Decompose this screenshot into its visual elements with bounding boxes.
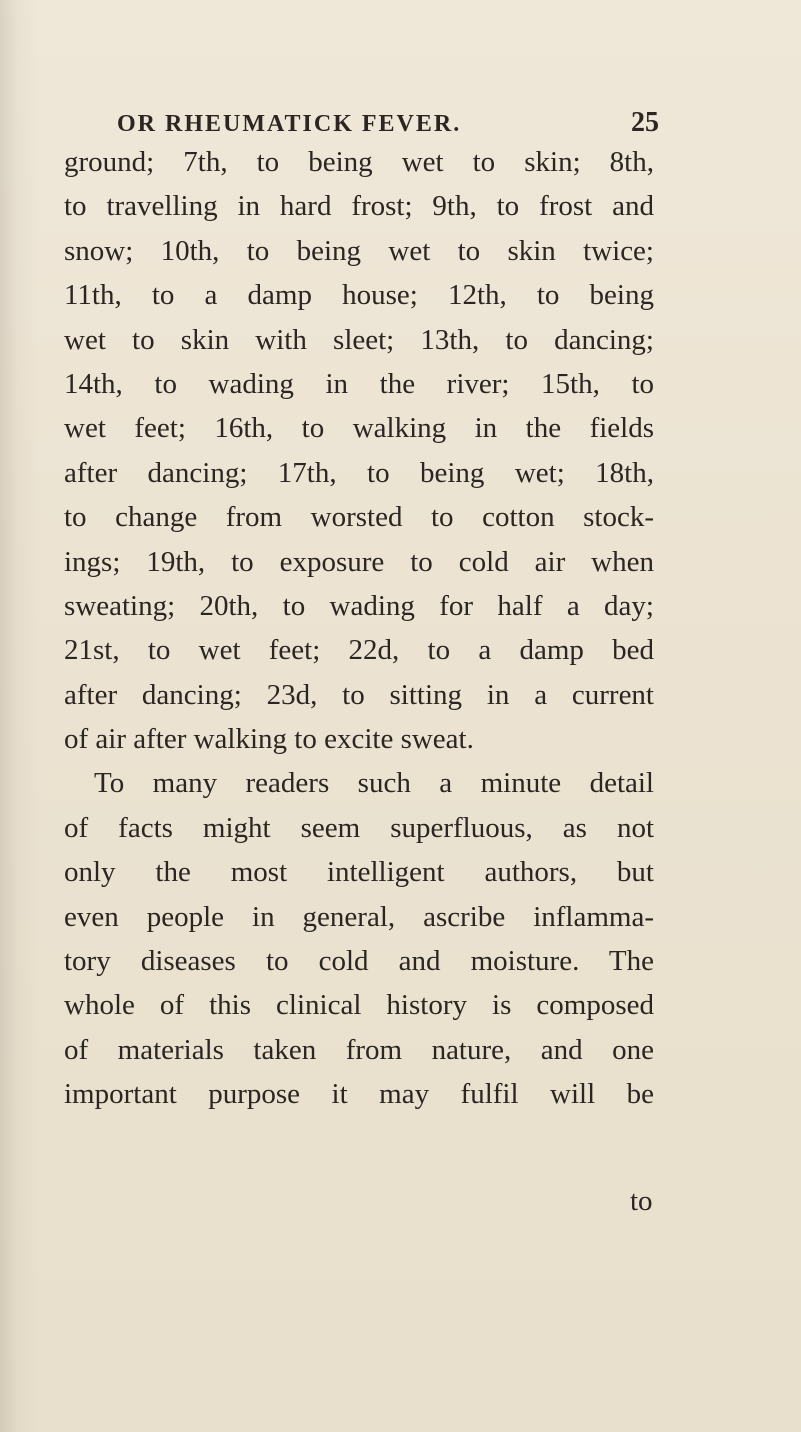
text-line: tory diseases to cold and moisture. The	[64, 945, 654, 978]
text-line: of facts might seem superfluous, as not	[64, 811, 654, 844]
running-head-title: OR RHEUMATICK FEVER.	[117, 111, 462, 137]
text-line: after dancing; 23d, to sitting in a current	[64, 678, 654, 711]
text-line: of materials taken from nature, and one	[64, 1033, 654, 1066]
text-line: 21st, to wet feet; 22d, to a damp bed	[64, 634, 654, 667]
text-line: 14th, to wading in the river; 15th, to	[64, 367, 654, 400]
text-line: whole of this clinical history is composed	[64, 989, 654, 1022]
text-line: sweating; 20th, to wading for half a day;	[64, 589, 654, 622]
body-text	[64, 140, 654, 1117]
page-number: 25	[631, 107, 659, 138]
text-line: to change from worsted to cotton stock-	[64, 501, 654, 534]
text-line: ground; 7th, to being wet to skin; 8th,	[64, 146, 654, 178]
running-head	[0, 105, 801, 145]
text-line: to travelling in hard frost; 9th, to frost and	[64, 190, 654, 223]
text-line: wet to skin with sleet; 13th, to dancing;	[64, 323, 654, 356]
text-line: 11th, to a damp house; 12th, to being	[64, 279, 654, 312]
text-line: after dancing; 17th, to being wet; 18th,	[64, 456, 654, 489]
text-line: important purpose it may fulfil will be	[64, 1078, 654, 1111]
paragraph-end-line: of air after walking to excite sweat.	[64, 723, 474, 756]
text-line: even people in general, ascribe inflamma-	[64, 900, 654, 933]
text-line: wet feet; 16th, to walking in the fields	[64, 412, 654, 445]
paragraph-start-line: To many readers such a minute detail	[94, 767, 654, 800]
text-line: snow; 10th, to being wet to skin twice;	[64, 234, 654, 267]
catchword: to	[630, 1185, 653, 1217]
text-line: only the most intelligent authors, but	[64, 856, 654, 889]
text-line: ings; 19th, to exposure to cold air when	[64, 545, 654, 578]
